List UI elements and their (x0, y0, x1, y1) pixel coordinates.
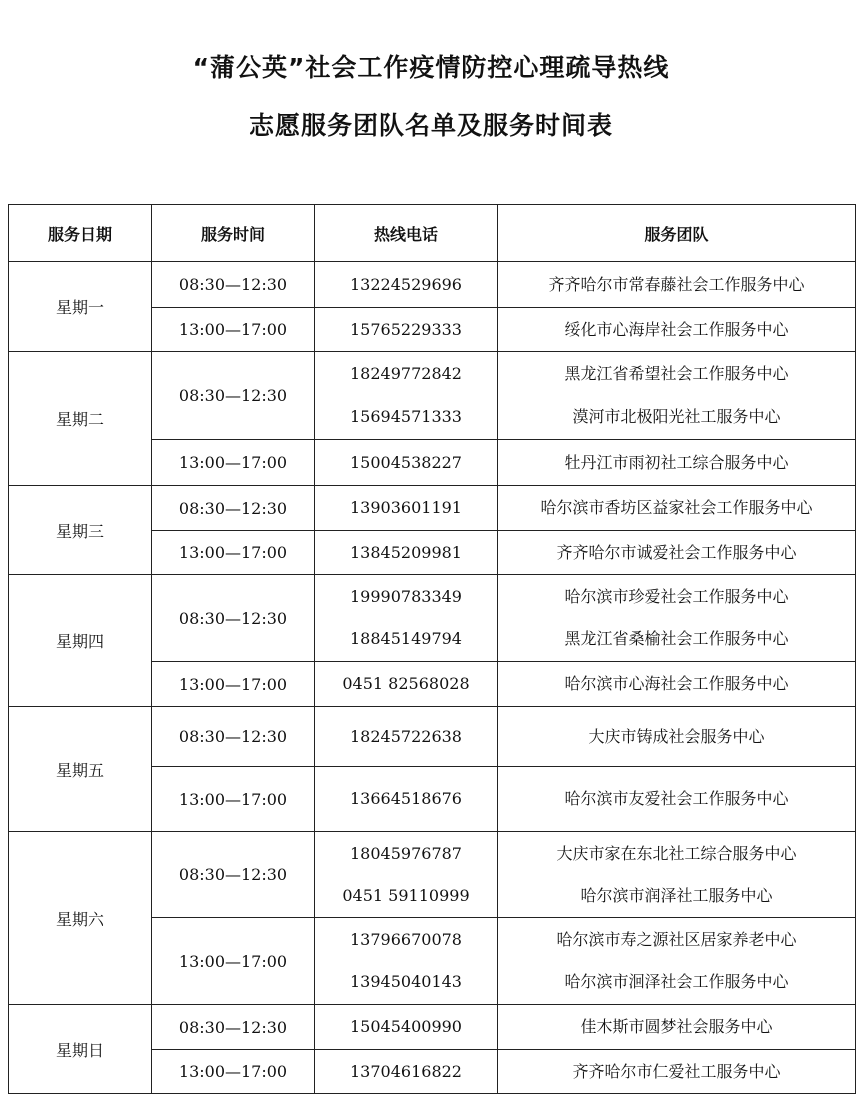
team-cell (498, 352, 856, 440)
service-team-name: 漠河市北极阳光社工服务中心 (572, 407, 781, 426)
time-cell: 13:00—17:00 (152, 918, 315, 1005)
hotline-number[interactable]: 15694571333 (350, 407, 462, 426)
phone-list (315, 309, 497, 351)
service-team-name: 牡丹江市雨初社工综合服务中心 (564, 452, 789, 472)
day-cell: 星期日 (9, 1005, 152, 1094)
hotline-number[interactable]: 15004538227 (350, 452, 462, 472)
phone-cell (315, 1005, 498, 1050)
day-cell: 星期六 (9, 832, 152, 1005)
time-cell: 08:30—12:30 (152, 707, 315, 767)
schedule-body (9, 262, 856, 1094)
team-cell (498, 707, 856, 767)
phone-cell (315, 352, 498, 440)
team-cell (498, 262, 856, 308)
service-team-name: 哈尔滨市润泽社工服务中心 (580, 885, 773, 905)
phone-cell (315, 767, 498, 832)
phone-cell (315, 662, 498, 707)
team-list (498, 487, 855, 530)
team-cell (498, 531, 856, 575)
team-list (498, 708, 855, 766)
team-list (498, 576, 855, 661)
hotline-number[interactable]: 18249772842 (350, 364, 462, 383)
team-list (498, 1006, 855, 1049)
phone-list (315, 487, 497, 530)
phone-cell (315, 918, 498, 1005)
hotline-number[interactable]: 13945040143 (350, 972, 462, 992)
header-time: 服务时间 (152, 205, 315, 262)
hotline-number[interactable]: 18845149794 (350, 629, 462, 649)
phone-cell (315, 440, 498, 486)
time-cell: 08:30—12:30 (152, 262, 315, 308)
team-list (498, 353, 855, 439)
service-team-name: 哈尔滨市洄泽社会工作服务中心 (564, 972, 789, 992)
service-team-name: 哈尔滨市香坊区益家社会工作服务中心 (540, 498, 813, 517)
table-row (9, 262, 856, 308)
service-team-name: 哈尔滨市珍爱社会工作服务中心 (564, 586, 789, 606)
team-cell (498, 832, 856, 918)
phone-cell (315, 707, 498, 767)
team-list (498, 263, 855, 307)
phone-list (315, 263, 497, 307)
time-cell: 13:00—17:00 (152, 1050, 315, 1094)
day-cell: 星期二 (9, 352, 152, 486)
phone-list (315, 1051, 497, 1093)
phone-list (315, 768, 497, 831)
service-team-name: 大庆市铸成社会服务中心 (588, 726, 765, 746)
service-team-name: 哈尔滨市心海社会工作服务中心 (564, 674, 789, 693)
phone-cell (315, 832, 498, 918)
team-list (498, 768, 855, 831)
day-cell: 星期五 (9, 707, 152, 832)
time-cell: 08:30—12:30 (152, 1005, 315, 1050)
document-title: “蒲公英”社会工作疫情防控心理疏导热线 (192, 53, 670, 82)
service-team-name: 齐齐哈尔市仁爱社工服务中心 (572, 1061, 781, 1081)
hotline-number[interactable]: 0451 82568028 (342, 674, 470, 693)
team-cell (498, 767, 856, 832)
phone-list (315, 576, 497, 661)
schedule-table (8, 204, 856, 1094)
day-cell: 星期三 (9, 486, 152, 575)
team-cell (498, 308, 856, 352)
team-list (498, 441, 855, 485)
time-cell: 08:30—12:30 (152, 832, 315, 918)
hotline-number[interactable]: 13796670078 (350, 929, 462, 949)
table-row (9, 1005, 856, 1050)
team-cell (498, 1005, 856, 1050)
team-list (498, 1051, 855, 1093)
document-subtitle: 志愿服务团队名单及服务时间表 (248, 111, 613, 140)
service-team-name: 哈尔滨市寿之源社区居家养老中心 (556, 929, 797, 949)
hotline-number[interactable]: 19990783349 (350, 586, 462, 606)
phone-list (315, 708, 497, 766)
team-list (498, 663, 855, 706)
phone-list (315, 919, 497, 1004)
phone-cell (315, 308, 498, 352)
hotline-number[interactable]: 18245722638 (350, 726, 462, 746)
service-team-name: 齐齐哈尔市常春藤社会工作服务中心 (548, 274, 805, 294)
hotline-number[interactable]: 0451 59110999 (342, 885, 470, 905)
table-row (9, 832, 856, 918)
hotline-number[interactable]: 13224529696 (350, 274, 462, 294)
time-cell: 13:00—17:00 (152, 440, 315, 486)
team-list (498, 833, 855, 917)
team-cell (498, 440, 856, 486)
phone-list (315, 441, 497, 485)
service-team-name: 佳木斯市圆梦社会服务中心 (580, 1017, 773, 1036)
header-team: 服务团队 (498, 205, 856, 262)
phone-list (315, 663, 497, 706)
service-team-name: 黑龙江省希望社会工作服务中心 (564, 364, 789, 383)
hotline-number[interactable]: 13664518676 (350, 789, 462, 808)
time-cell: 08:30—12:30 (152, 486, 315, 531)
team-cell (498, 1050, 856, 1094)
day-cell: 星期四 (9, 575, 152, 707)
team-list (498, 532, 855, 574)
service-team-name: 绥化市心海岸社会工作服务中心 (564, 319, 789, 339)
team-cell (498, 575, 856, 662)
table-row (9, 352, 856, 440)
hotline-number[interactable]: 15765229333 (350, 319, 462, 339)
phone-list (315, 833, 497, 917)
team-list (498, 309, 855, 351)
time-cell: 13:00—17:00 (152, 662, 315, 707)
time-cell: 13:00—17:00 (152, 531, 315, 575)
phone-list (315, 532, 497, 574)
phone-list (315, 353, 497, 439)
header-row (9, 205, 856, 262)
phone-cell (315, 531, 498, 575)
hotline-number[interactable]: 13903601191 (350, 498, 462, 517)
phone-cell (315, 1050, 498, 1094)
header-date: 服务日期 (9, 205, 152, 262)
service-team-name: 齐齐哈尔市诚爱社会工作服务中心 (556, 542, 797, 562)
table-row (9, 707, 856, 767)
phone-cell (315, 262, 498, 308)
phone-list (315, 1006, 497, 1049)
phone-cell (315, 486, 498, 531)
service-team-name: 大庆市家在东北社工综合服务中心 (556, 843, 797, 863)
time-cell: 13:00—17:00 (152, 767, 315, 832)
team-cell (498, 662, 856, 707)
team-cell (498, 918, 856, 1005)
header-phone: 热线电话 (315, 205, 498, 262)
hotline-number[interactable]: 13845209981 (350, 542, 462, 562)
service-team-name: 哈尔滨市友爱社会工作服务中心 (564, 789, 789, 808)
phone-cell (315, 575, 498, 662)
time-cell: 08:30—12:30 (152, 352, 315, 440)
hotline-number[interactable]: 15045400990 (350, 1017, 462, 1036)
hotline-number[interactable]: 18045976787 (350, 843, 462, 863)
team-list (498, 919, 855, 1004)
table-row (9, 486, 856, 531)
table-row (9, 575, 856, 662)
hotline-number[interactable]: 13704616822 (350, 1061, 462, 1081)
team-cell (498, 486, 856, 531)
time-cell: 13:00—17:00 (152, 308, 315, 352)
time-cell: 08:30—12:30 (152, 575, 315, 662)
service-team-name: 黑龙江省桑榆社会工作服务中心 (564, 629, 789, 649)
day-cell: 星期一 (9, 262, 152, 352)
